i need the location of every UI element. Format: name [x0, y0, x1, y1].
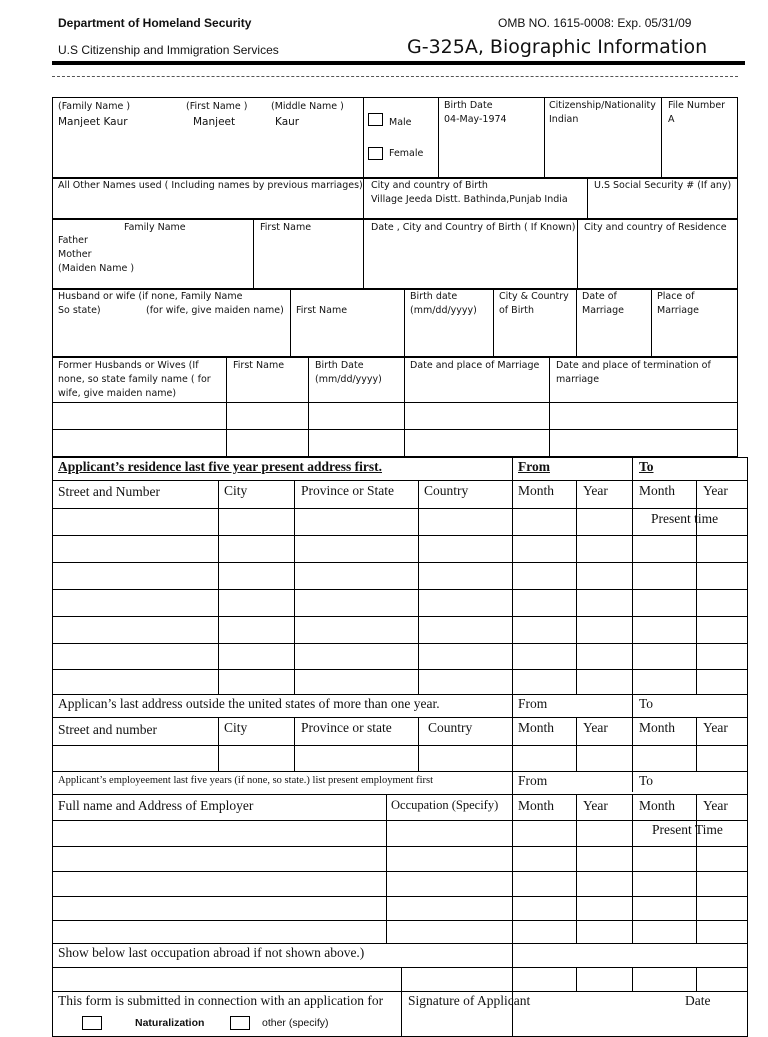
employment-to-month: Month [639, 798, 676, 813]
maiden-name-label: (Maiden Name ) [58, 263, 135, 274]
male-checkbox[interactable] [368, 113, 383, 126]
outside-from: From [518, 696, 548, 711]
spouse-birth-date-format: (mm/dd/yyyy) [410, 305, 477, 316]
parents-family-name-label: Family Name [124, 222, 186, 233]
submitted-label: This form is submitted in connection with an application for [58, 993, 384, 1008]
outside-province-header: Province or state [301, 720, 392, 735]
outside-title: Applican’s last address outside the united states of more than one year. [58, 696, 440, 711]
department-name: Department of Homeland Security [58, 16, 252, 30]
residence-to-year: Year [703, 483, 728, 498]
residence-from-year: Year [583, 483, 608, 498]
spouse-first-name-label: First Name [296, 305, 348, 316]
dashed-divider [52, 76, 738, 77]
outside-country-header: Country [428, 720, 473, 735]
birth-place-value[interactable]: Village Jeeda Distt. Bathinda,Punjab India [371, 194, 568, 205]
spouse-birth-place-label-2: of Birth [499, 305, 534, 316]
outside-to-month: Month [639, 720, 676, 735]
citizenship-value[interactable]: Indian [549, 114, 579, 125]
outside-city-header: City [224, 720, 248, 735]
female-checkbox[interactable] [368, 147, 383, 160]
outside-from-year: Year [583, 720, 608, 735]
male-label: Male [389, 117, 412, 128]
agency-name: U.S Citizenship and Immigration Services [58, 43, 279, 57]
residence-to-month: Month [639, 483, 676, 498]
spouse-label-3: (for wife, give maiden name) [146, 305, 284, 316]
spouse-label: Husband or wife (if none, Family Name [58, 291, 243, 302]
employer-header: Full name and Address of Employer [58, 798, 254, 813]
header-rule [52, 61, 745, 65]
former-first-name-label: First Name [233, 360, 285, 371]
birth-place-label: City and country of Birth [371, 180, 488, 191]
date-label: Date [685, 993, 711, 1008]
residence-country-header: Country [424, 483, 469, 498]
family-name-value[interactable]: Manjeet Kaur [58, 116, 128, 128]
file-number-value[interactable]: A [668, 114, 675, 125]
omb-number: OMB NO. 1615-0008: Exp. 05/31/09 [498, 16, 692, 30]
father-label: Father [58, 235, 88, 246]
marriage-date-label-2: Marriage [582, 305, 624, 316]
employment-from: From [518, 773, 548, 788]
marriage-place-label-2: Marriage [657, 305, 699, 316]
employment-title: Applicant’s employeement last five years (if none, so state.) list present employment first [58, 775, 433, 786]
residence-present-time: Present time [651, 511, 719, 526]
middle-name-label: (Middle Name ) [271, 101, 344, 112]
birth-date-value[interactable]: 04-May-1974 [444, 114, 507, 125]
mother-label: Mother [58, 249, 92, 260]
former-spouse-label-2: none, so state family name ( for [58, 374, 211, 385]
residence-title: Applicant’s residence last five year present address first. [58, 459, 382, 474]
residence-city-header: City [224, 483, 248, 498]
former-spouse-label-3: wife, give maiden name) [58, 388, 177, 399]
outside-street-header: Street and number [58, 722, 157, 737]
employment-to: To [639, 773, 654, 788]
other-checkbox[interactable] [230, 1016, 250, 1030]
residence-street-header: Street and Number [58, 484, 160, 499]
outside-to: To [639, 696, 654, 711]
first-name-label: (First Name ) [186, 101, 248, 112]
file-number-label: File Number [668, 100, 726, 111]
marriage-place-label: Place of [657, 291, 695, 302]
residence-from: From [518, 459, 550, 474]
spouse-label-2: So state) [58, 305, 101, 316]
naturalization-checkbox[interactable] [82, 1016, 102, 1030]
residence-to: To [639, 459, 654, 474]
citizenship-label: Citizenship/Nationality [549, 100, 656, 111]
parents-residence-label: City and country of Residence [584, 222, 727, 233]
former-marriage-label: Date and place of Marriage [410, 360, 540, 371]
outside-to-year: Year [703, 720, 728, 735]
termination-label-2: marriage [556, 374, 600, 385]
residence-province-header: Province or State [301, 483, 394, 498]
birth-date-label: Birth Date [444, 100, 493, 111]
parents-dob-label: Date , City and Country of Birth ( If Known) [371, 222, 576, 233]
former-birth-date-label: Birth Date [315, 360, 364, 371]
employment-present-time: Present Time [652, 822, 723, 837]
former-spouse-label: Former Husbands or Wives (If [58, 360, 199, 371]
other-label: other (specify) [262, 1017, 329, 1029]
ssn-label: U.S Social Security # (If any) [594, 180, 732, 191]
employment-from-year: Year [583, 798, 608, 813]
spouse-birth-date-label: Birth date [410, 291, 458, 302]
spouse-birth-place-label: City & Country [499, 291, 569, 302]
termination-label: Date and place of termination of [556, 360, 711, 371]
first-name-value[interactable]: Manjeet [193, 116, 236, 128]
signature-label: Signature of Applicant [408, 993, 531, 1008]
employment-to-year: Year [703, 798, 728, 813]
other-names-label: All Other Names used ( Including names by previous marriages) [58, 180, 363, 191]
form-title: G-325A, Biographic Information [407, 36, 708, 58]
occupation-header: Occupation (Specify) [391, 798, 499, 812]
abroad-title: Show below last occupation abroad if not shown above.) [58, 945, 365, 960]
employment-from-month: Month [518, 798, 555, 813]
naturalization-label: Naturalization [135, 1017, 205, 1029]
parents-first-name-label: First Name [260, 222, 312, 233]
former-birth-date-format: (mm/dd/yyyy) [315, 374, 382, 385]
marriage-date-label: Date of [582, 291, 617, 302]
female-label: Female [389, 148, 424, 159]
residence-from-month: Month [518, 483, 555, 498]
family-name-label: (Family Name ) [58, 101, 131, 112]
middle-name-value[interactable]: Kaur [275, 116, 300, 128]
outside-from-month: Month [518, 720, 555, 735]
